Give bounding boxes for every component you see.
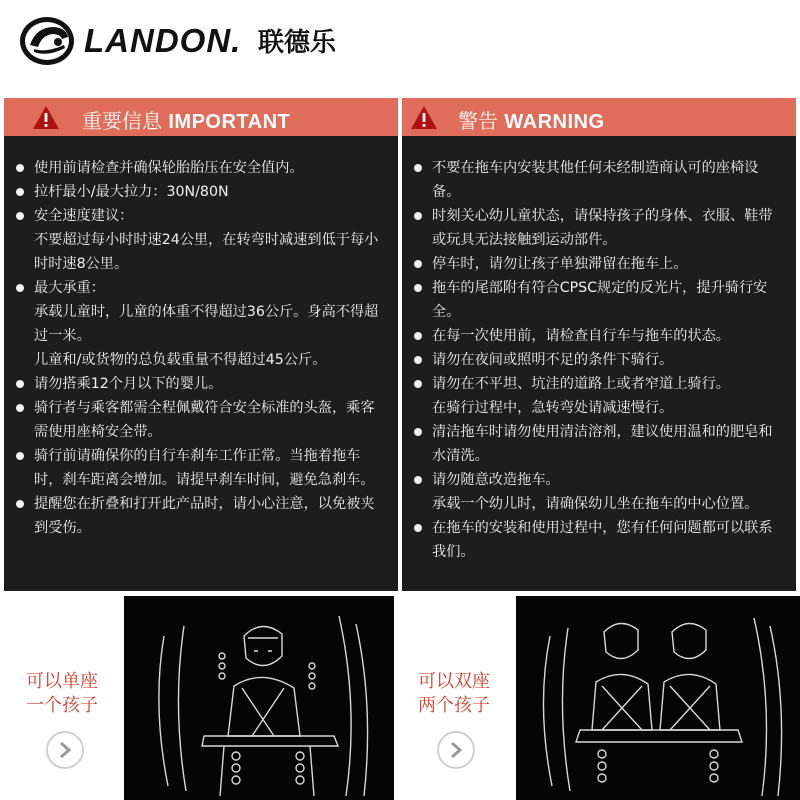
list-item-text: 在拖车的安装和使用过程中，您有任何问题都可以联系我们。 xyxy=(432,520,773,560)
list-item-text: 拉杆最小/最大拉力：30N/80N xyxy=(34,184,229,200)
single-seat-line2: 一个孩子 xyxy=(26,695,98,716)
important-title-en: IMPORTANT xyxy=(168,111,291,133)
list-item-text: 骑行前请确保你的自行车刹车工作正常。当拖着拖车时，刹车距离会增加。请提早刹车时间，避免急刹车。 xyxy=(34,448,375,488)
list-item-text: 停车时，请勿让孩子单独滞留在拖车上。 xyxy=(432,256,688,272)
list-item xyxy=(412,372,778,420)
list-item xyxy=(14,156,380,180)
list-item-text: 请勿在夜间或照明不足的条件下骑行。 xyxy=(432,352,674,368)
list-item-text: 不要在拖车内安装其他任何未经制造商认可的座椅设备。 xyxy=(432,160,759,200)
list-item xyxy=(14,180,380,204)
list-item-text: 请勿搭乘12个月以下的婴儿。 xyxy=(34,376,223,392)
list-item-text: 最大承重： xyxy=(34,280,105,296)
important-panel xyxy=(4,98,398,591)
double-seat-line2: 两个孩子 xyxy=(418,695,490,716)
list-item xyxy=(412,204,778,252)
important-list xyxy=(4,136,398,540)
warning-title-cn: 警告 xyxy=(458,109,498,133)
list-item-subtext: 在骑行过程中，急转弯处请减速慢行。 xyxy=(432,400,674,416)
brand-header xyxy=(0,0,800,88)
list-item-text: 拖车的尾部附有符合CPSC规定的反光片，提升骑行安全。 xyxy=(432,280,768,320)
warning-triangle-icon xyxy=(32,105,60,130)
important-title xyxy=(82,105,290,134)
list-item-subtext: 不要超过每小时时速24公里，在转弯时减速到低于每小时时速8公里。 xyxy=(34,232,379,272)
list-item xyxy=(14,276,380,372)
single-seat-line1: 可以单座 xyxy=(26,671,98,692)
list-item-subtext: 承载一个幼儿时，请确保幼儿坐在拖车的中心位置。 xyxy=(432,496,759,512)
list-item-text: 使用前请检查并确保轮胎胎压在安全值内。 xyxy=(34,160,304,176)
list-item xyxy=(14,204,380,276)
list-item xyxy=(14,492,380,540)
warning-panel xyxy=(402,98,796,591)
warning-title xyxy=(458,105,605,134)
list-item xyxy=(412,468,778,516)
single-seat-label xyxy=(8,670,116,718)
brand-name-cn: 联德乐 xyxy=(258,28,337,58)
important-title-cn: 重要信息 xyxy=(82,109,162,133)
list-item xyxy=(412,276,778,324)
list-item-text: 提醒您在折叠和打开此产品时，请小心注意，以免被夹到受伤。 xyxy=(34,496,375,536)
list-item-subtext: 承载儿童时，儿童的体重不得超过36公斤。身高不得超过一米。 xyxy=(34,304,379,344)
important-header xyxy=(4,98,398,136)
brand-name: LANDON. xyxy=(84,22,242,59)
list-item xyxy=(412,420,778,468)
list-item xyxy=(14,396,380,444)
double-seat-label xyxy=(400,670,508,718)
warning-header xyxy=(402,98,796,136)
chevron-right-icon xyxy=(48,733,82,767)
list-item-text: 骑行者与乘客都需全程佩戴符合安全标准的头盔，乘客需使用座椅安全带。 xyxy=(34,400,375,440)
single-seat-next-button[interactable] xyxy=(46,731,84,769)
list-item xyxy=(412,516,778,564)
warning-list xyxy=(402,136,796,564)
double-seat-next-button[interactable] xyxy=(437,731,475,769)
double-seat-line1: 可以双座 xyxy=(418,671,490,692)
list-item-text: 时刻关心幼儿童状态，请保持孩子的身体、衣服、鞋带或玩具无法接触到运动部件。 xyxy=(432,208,773,248)
list-item xyxy=(412,324,778,348)
list-item xyxy=(412,348,778,372)
double-seat-image xyxy=(516,596,800,800)
list-item xyxy=(412,252,778,276)
list-item-text: 在每一次使用前，请检查自行车与拖车的状态。 xyxy=(432,328,730,344)
warning-triangle-icon xyxy=(410,105,438,130)
list-item-text: 请勿在不平坦、坑洼的道路上或者窄道上骑行。 xyxy=(432,376,730,392)
list-item xyxy=(14,372,380,396)
landon-logo-icon xyxy=(18,15,76,67)
list-item-text: 安全速度建议： xyxy=(34,208,134,224)
list-item xyxy=(14,444,380,492)
chevron-right-icon xyxy=(439,733,473,767)
list-item-text: 清洁拖车时请勿使用清洁溶剂，建议使用温和的肥皂和水清洗。 xyxy=(432,424,773,464)
list-item xyxy=(412,156,778,204)
list-item-subtext: 儿童和/或货物的总负载重量不得超过45公斤。 xyxy=(34,352,327,368)
warning-title-en: WARNING xyxy=(504,111,605,133)
list-item-text: 请勿随意改造拖车。 xyxy=(432,472,560,488)
single-seat-image xyxy=(124,596,394,800)
